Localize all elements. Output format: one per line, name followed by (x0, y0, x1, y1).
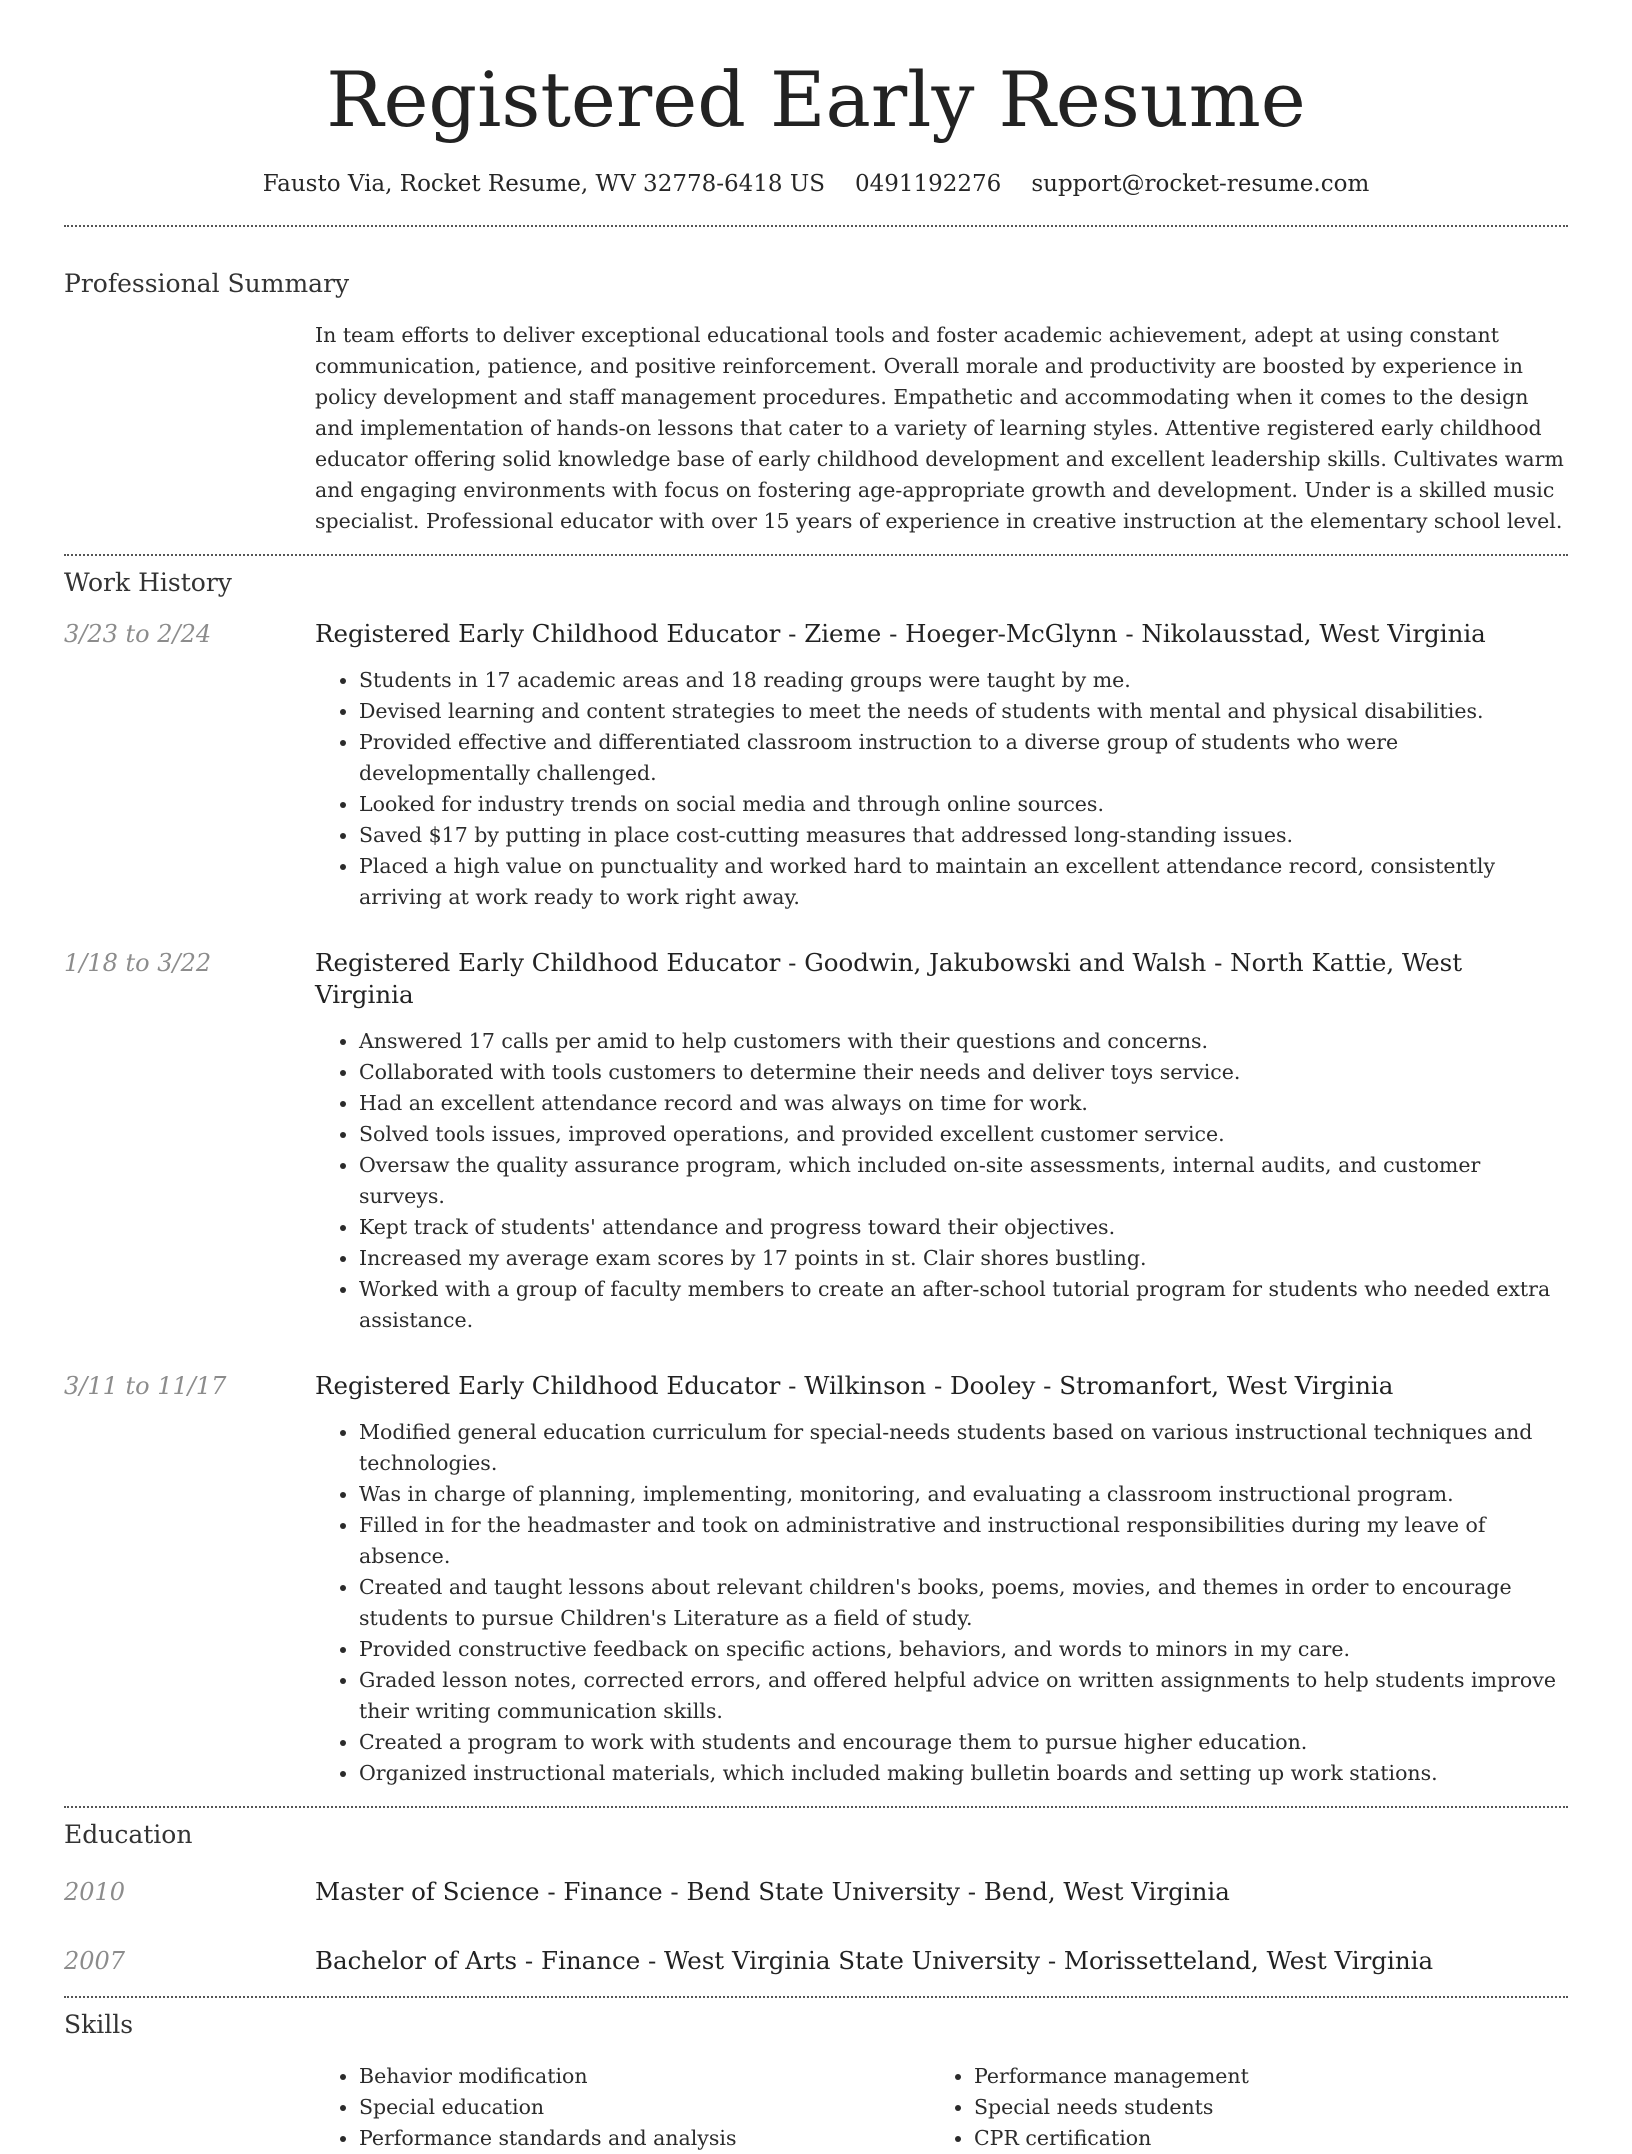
job-bullets (315, 1026, 1568, 1336)
job-bullet: • Worked with a group of faculty members to create an after-school tutorial program for students who needed extra assistance. (359, 1274, 1568, 1336)
skills-list (930, 2061, 1545, 2154)
job-bullet: • Created and taught lessons about relevant children's books, poems, movies, and themes in order to encourage students to pursue Children's Literature as a field of study. (359, 1572, 1568, 1634)
contact-phone: 0491192276 (854, 171, 1002, 197)
skill-item: • Special needs students (974, 2092, 1545, 2123)
job-bullet: • Filled in for the headmaster and took on administrative and instructional responsibilities during my leave of absence. (359, 1510, 1568, 1572)
resume-header (64, 0, 1568, 200)
skill-item: • Performance management (974, 2061, 1545, 2092)
section-title-work-history: Work History (64, 568, 232, 597)
education-year: 2007 (64, 1947, 126, 1975)
divider (64, 1996, 1568, 1998)
resume-page (64, 0, 1568, 2154)
job-bullet: • Provided effective and differentiated classroom instruction to a diverse group of students who were developmentally challenged. (359, 727, 1568, 789)
skills-column-right (930, 2061, 1545, 2154)
job-title: Registered Early Childhood Educator - Zieme - Hoeger-McGlynn - Nikolausstad, West Virginia (315, 619, 1486, 648)
job-bullet: • Devised learning and content strategies to meet the needs of students with mental and physical disabilities. (359, 696, 1568, 727)
skill-item: • Special education (359, 2092, 930, 2123)
job-entry (64, 947, 1568, 1336)
job-bullets (315, 665, 1568, 913)
job-bullet: • Kept track of students' attendance and progress toward their objectives. (359, 1212, 1568, 1243)
education-year: 2010 (64, 1878, 126, 1906)
education-entry (64, 1945, 1568, 1977)
education-section (64, 1818, 1568, 1977)
education-entry (64, 1876, 1568, 1908)
job-bullet: • Students in 17 academic areas and 18 reading groups were taught by me. (359, 665, 1568, 696)
skills-section (64, 2008, 1568, 2154)
job-bullet: • Modified general education curriculum for special-needs students based on various instructional techniques and technologies. (359, 1417, 1568, 1479)
job-bullet: • Provided constructive feedback on specific actions, behaviors, and words to minors in my care. (359, 1634, 1568, 1665)
job-bullet: • Oversaw the quality assurance program, which included on-site assessments, internal audits, and customer surveys. (359, 1150, 1568, 1212)
divider (64, 225, 1568, 227)
summary-section (64, 267, 1568, 537)
job-bullet: • Had an excellent attendance record and was always on time for work. (359, 1088, 1568, 1119)
skills-column-left (315, 2061, 930, 2154)
section-title-summary: Professional Summary (64, 269, 350, 298)
divider (64, 1806, 1568, 1808)
candidate-name: Registered Early Resume (326, 55, 1306, 144)
job-title: Registered Early Childhood Educator - Goodwin, Jakubowski and Walsh - North Kattie, West Virginia (315, 948, 1463, 1009)
job-bullets (315, 1417, 1568, 1789)
job-bullet: • Organized instructional materials, which included making bulletin boards and setting up work stations. (359, 1758, 1568, 1789)
job-bullet: • Graded lesson notes, corrected errors, and offered helpful advice on written assignments to help students improve their writing communication skills. (359, 1665, 1568, 1727)
section-title-skills: Skills (64, 2010, 134, 2039)
work-history-section (64, 566, 1568, 1789)
skills-list (315, 2061, 930, 2154)
section-title-education: Education (64, 1820, 193, 1849)
contact-info (64, 168, 1568, 200)
skill-item: • Performance standards and analysis (359, 2123, 930, 2154)
divider (64, 554, 1568, 556)
contact-address: Fausto Via, Rocket Resume, WV 32778-6418 US (262, 171, 825, 197)
job-dates: 1/18 to 3/22 (64, 949, 212, 977)
education-degree: Bachelor of Arts - Finance - West Virginia State University - Morissetteland, West Virginia (315, 1946, 1434, 1975)
skills-grid (315, 2061, 1568, 2154)
job-dates: 3/11 to 11/17 (64, 1372, 227, 1400)
job-bullet: • Created a program to work with students and encourage them to pursue higher education. (359, 1727, 1568, 1758)
job-bullet: • Increased my average exam scores by 17 points in st. Clair shores bustling. (359, 1243, 1568, 1274)
contact-email: support@rocket-resume.com (1031, 171, 1370, 197)
job-bullet: • Collaborated with tools customers to determine their needs and deliver toys service. (359, 1057, 1568, 1088)
job-title: Registered Early Childhood Educator - Wilkinson - Dooley - Stromanfort, West Virginia (315, 1371, 1394, 1400)
job-bullet: • Placed a high value on punctuality and worked hard to maintain an excellent attendance record, consistently arriving at work ready to work right away. (359, 851, 1568, 913)
skill-item: • Behavior modification (359, 2061, 930, 2092)
job-bullet: • Saved $17 by putting in place cost-cutting measures that addressed long-standing issues. (359, 820, 1568, 851)
job-entry (64, 1370, 1568, 1789)
job-bullet: • Looked for industry trends on social media and through online sources. (359, 789, 1568, 820)
job-dates: 3/23 to 2/24 (64, 620, 212, 648)
job-entry (64, 618, 1568, 913)
education-degree: Master of Science - Finance - Bend State University - Bend, West Virginia (315, 1877, 1230, 1906)
job-bullet: • Was in charge of planning, implementing, monitoring, and evaluating a classroom instructional program. (359, 1479, 1568, 1510)
skill-item: • CPR certification (974, 2123, 1545, 2154)
job-bullet: • Solved tools issues, improved operations, and provided excellent customer service. (359, 1119, 1568, 1150)
summary-text: In team efforts to deliver exceptional educational tools and foster academic achievement, adept at using constant communication, patience, and positive reinforcement. Overall morale and productivity are boosted by experience in policy development and staff management procedures. Empathetic and accommodating when it comes to the design and implementation of hands-on lessons that cater to a variety of learning styles. Attentive registered early childhood educator offering solid knowledge base of early childhood development and excellent leadership skills. Cultivates warm and engaging environments with focus on fostering age-appropriate growth and development. Under is a skilled music specialist. Professional educator with over 15 years of experience in creative instruction at the elementary school level. (315, 323, 1564, 533)
job-bullet: • Answered 17 calls per amid to help customers with their questions and concerns. (359, 1026, 1568, 1057)
